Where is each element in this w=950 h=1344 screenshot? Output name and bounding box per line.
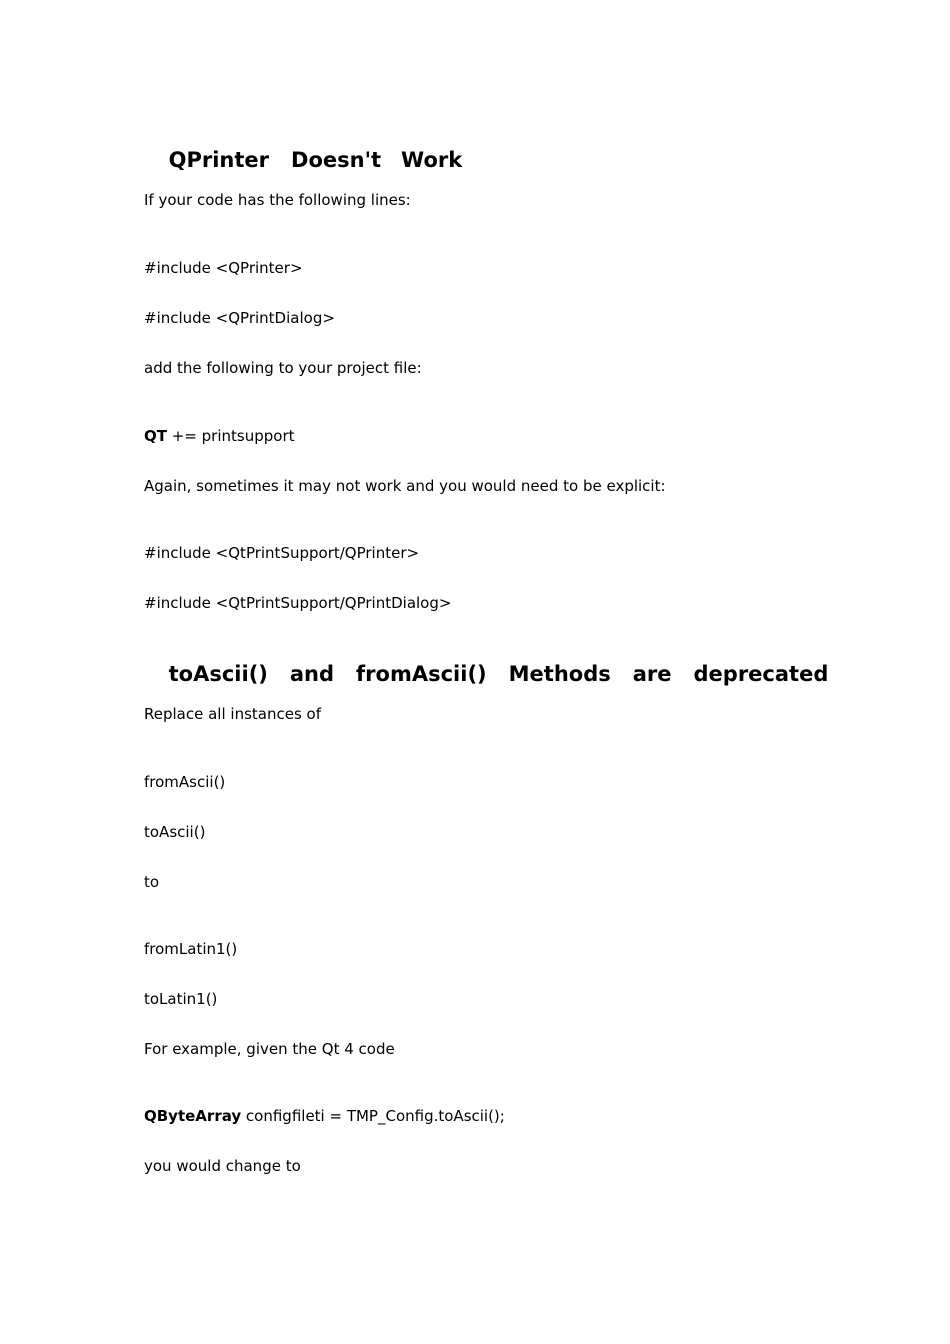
heading-word: Work bbox=[401, 148, 463, 172]
code-text: += printsupport bbox=[166, 427, 295, 445]
section-heading-toascii-deprecated bbox=[154, 632, 828, 688]
code-line-include-qtprintsupport-qprinter: #include <QtPrintSupport/QPrinter> bbox=[144, 544, 420, 562]
example-paragraph: For example, given the Qt 4 code bbox=[144, 1040, 395, 1058]
code-line-include-qprinter: #include <QPrinter> bbox=[144, 259, 303, 277]
code-text: configfileti = TMP_Config.toAscii(); bbox=[241, 1107, 505, 1125]
to-paragraph: to bbox=[144, 873, 160, 891]
code-line-tolatin1: toLatin1() bbox=[144, 990, 218, 1008]
code-line-fromascii: fromAscii() bbox=[144, 773, 226, 791]
heading-word: Doesn't bbox=[291, 148, 382, 172]
code-keyword: QT bbox=[144, 427, 167, 445]
change-to-paragraph: you would change to bbox=[144, 1157, 301, 1175]
code-keyword: QByteArray bbox=[144, 1107, 242, 1125]
again-paragraph: Again, sometimes it may not work and you would need to be explicit: bbox=[144, 477, 666, 495]
heading-word: and bbox=[289, 662, 335, 686]
code-line-toascii: toAscii() bbox=[144, 823, 206, 841]
add-to-project-paragraph: add the following to your project file: bbox=[144, 359, 422, 377]
replace-paragraph: Replace all instances of bbox=[144, 705, 321, 723]
heading-word: Methods bbox=[508, 662, 611, 686]
code-line-fromlatin1: fromLatin1() bbox=[144, 940, 238, 958]
code-line-include-qprintdialog: #include <QPrintDialog> bbox=[144, 309, 335, 327]
code-line-include-qtprintsupport-qprintdialog: #include <QtPrintSupport/QPrintDialog> bbox=[144, 594, 452, 612]
section-heading-qprinter bbox=[154, 118, 462, 174]
heading-word: QPrinter bbox=[168, 148, 270, 172]
heading-word: are bbox=[632, 662, 672, 686]
intro-paragraph: If your code has the following lines: bbox=[144, 191, 411, 209]
heading-word: deprecated bbox=[693, 662, 829, 686]
code-line-qt-printsupport bbox=[144, 426, 295, 446]
heading-word: toAscii() bbox=[168, 662, 268, 686]
heading-word: fromAscii() bbox=[356, 662, 487, 686]
code-line-qbytearray bbox=[144, 1106, 505, 1126]
